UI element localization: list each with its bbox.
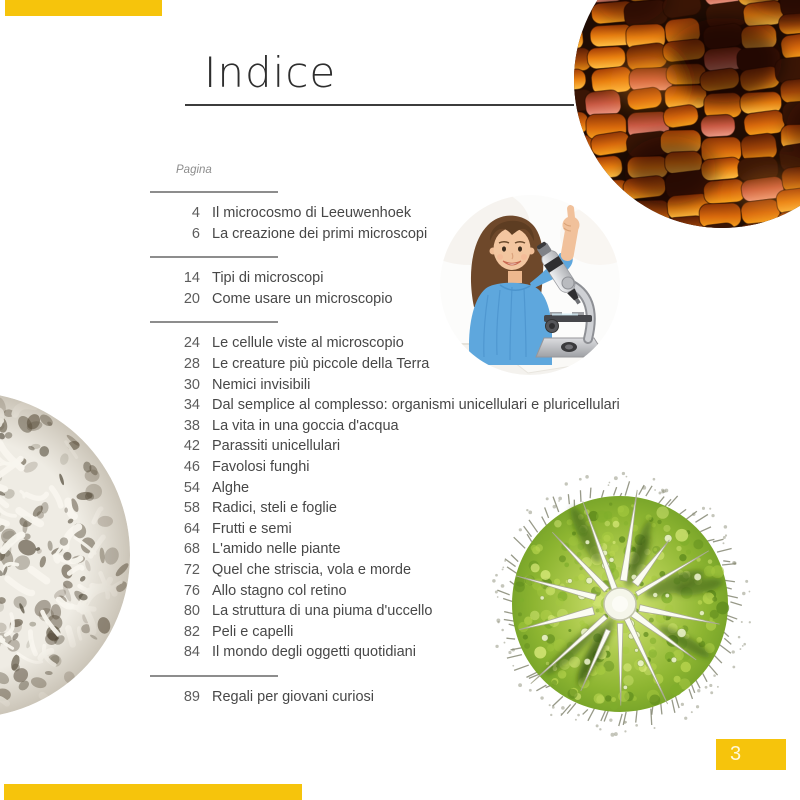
toc-row	[150, 436, 598, 457]
toc-row-title: Parassiti unicellulari	[212, 438, 341, 455]
toc-row	[150, 687, 598, 708]
toc-row-title: Peli e capelli	[212, 623, 294, 640]
toc-row	[150, 354, 598, 375]
toc-row-page-number: 4	[191, 205, 200, 221]
toc-row	[150, 395, 620, 416]
toc-row-title: Come usare un microscopio	[212, 290, 393, 307]
toc-row-title: Dal semplice al complesso: organismi unicellulari e pluricellulari	[212, 397, 620, 414]
toc-row-page-number: 28	[183, 355, 200, 372]
toc-row-page-number: 82	[183, 623, 200, 640]
toc-row	[150, 289, 598, 310]
title-rule	[185, 104, 574, 106]
toc-row-title: Quel che striscia, vola e morde	[212, 561, 412, 578]
toc-row-page-number: 84	[183, 644, 200, 661]
toc-row-page-number: 34	[183, 397, 200, 414]
toc-row-page-number: 64	[183, 520, 200, 537]
toc-row-page-number: 14	[183, 270, 200, 287]
sponge-texture-photo	[0, 392, 130, 718]
page-title: Indice	[204, 48, 337, 97]
toc-row-page-number: 20	[183, 290, 200, 307]
toc-row-page-number: 42	[183, 438, 200, 455]
toc-row	[150, 601, 598, 622]
toc-row-title: Radici, steli e foglie	[212, 500, 337, 517]
butterfly-wing-photo	[574, 0, 800, 228]
toc-row	[150, 268, 598, 289]
page-column-label: Pagina	[176, 164, 212, 176]
toc-row-title: Il microcosmo di Leeuwenhoek	[212, 205, 412, 221]
toc-group	[150, 677, 598, 720]
toc-row-page-number: 24	[183, 335, 200, 352]
toc-row-title: Frutti e semi	[212, 520, 292, 537]
toc-row	[150, 622, 598, 643]
top-accent-bar	[5, 0, 162, 16]
toc-row-page-number: 72	[183, 561, 200, 578]
toc-row-title: Allo stagno col retino	[212, 582, 347, 599]
toc-row	[150, 642, 598, 663]
page-number: 3	[730, 743, 742, 765]
bottom-accent-bar	[4, 784, 302, 800]
butterfly-wing-photo-svg	[574, 0, 800, 228]
toc-row-page-number: 54	[183, 479, 200, 496]
toc-row-title: Alghe	[212, 479, 250, 496]
toc-row	[150, 224, 598, 245]
toc-row-page-number: 58	[183, 500, 200, 517]
toc-row	[150, 560, 598, 581]
toc-row-title: Nemici invisibili	[212, 376, 311, 393]
toc-row-title: La struttura di una piuma d'uccello	[212, 603, 433, 620]
sponge-texture-photo-svg	[0, 392, 130, 718]
toc-row-title: Tipi di microscopi	[212, 270, 324, 287]
toc-row-page-number: 30	[183, 376, 200, 393]
toc-row	[150, 519, 598, 540]
toc-row	[150, 539, 598, 560]
toc-group	[150, 323, 620, 675]
toc-row-title: Favolosi funghi	[212, 458, 310, 475]
toc-group	[150, 258, 598, 321]
toc-row	[150, 416, 598, 437]
toc-row-title: Regali per giovani curiosi	[212, 688, 374, 705]
toc-row-title: Le creature più piccole della Terra	[212, 355, 430, 372]
toc-row-page-number: 80	[183, 603, 200, 620]
toc-row-page-number: 76	[183, 582, 200, 599]
toc-row	[150, 203, 598, 224]
toc-row-page-number: 89	[183, 688, 200, 705]
toc-row-title: La creazione dei primi microscopi	[212, 225, 428, 242]
toc-row-title: Le cellule viste al microscopio	[212, 335, 404, 352]
toc-row-title: Il mondo degli oggetti quotidiani	[212, 644, 416, 661]
toc-groups	[150, 193, 620, 719]
toc-row	[150, 478, 598, 499]
toc-row	[150, 498, 598, 519]
toc-row-page-number: 68	[183, 541, 200, 558]
toc-row-title: L'amido nelle piante	[212, 541, 341, 558]
page-number-badge	[716, 739, 786, 770]
toc-row	[150, 375, 598, 396]
toc-group	[150, 193, 598, 256]
toc-row	[150, 333, 598, 354]
toc-row	[150, 581, 598, 602]
table-of-contents	[150, 163, 620, 719]
toc-row-page-number: 46	[183, 458, 200, 475]
toc-row-title: La vita in una goccia d'acqua	[212, 417, 399, 434]
toc-row	[150, 457, 598, 478]
toc-row-page-number: 38	[183, 417, 200, 434]
toc-row-page-number: 6	[191, 225, 200, 242]
